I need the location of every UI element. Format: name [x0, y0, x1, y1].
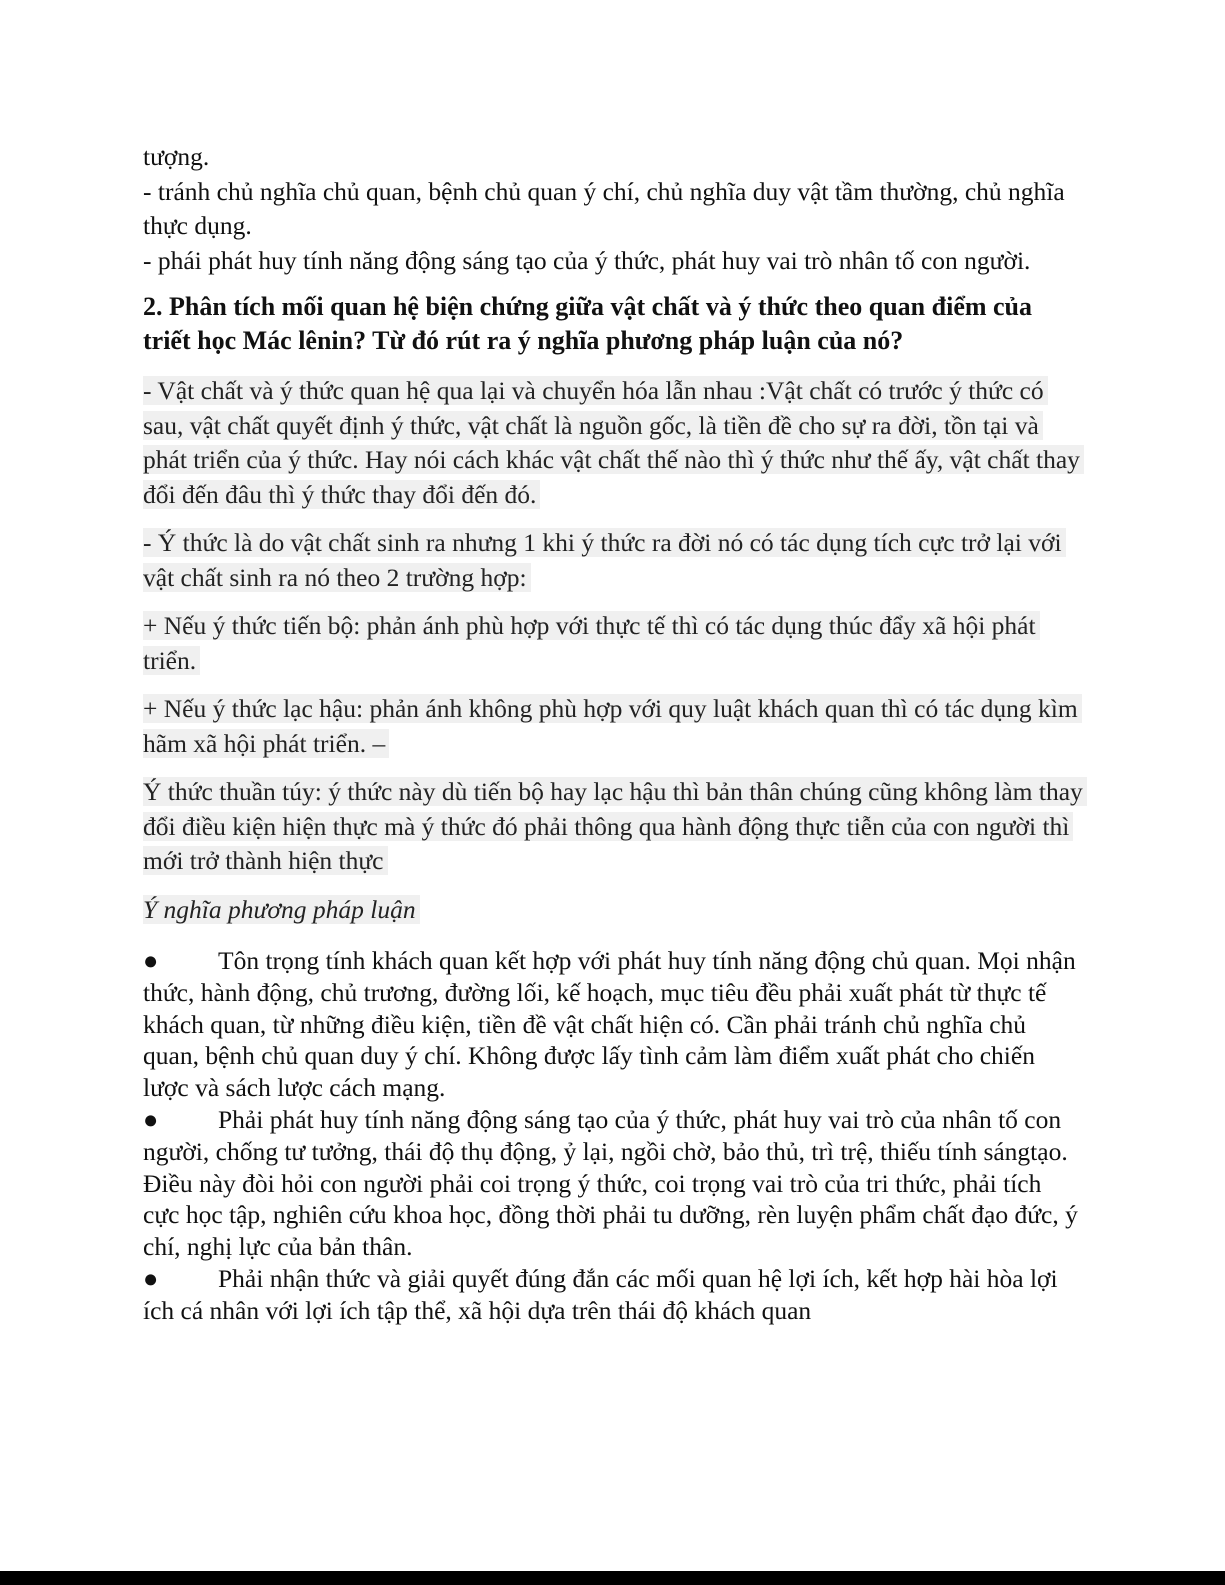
bullet-item — [143, 945, 1083, 1104]
intro-line: tượng. — [143, 142, 210, 171]
intro-line: - tránh chủ nghĩa chủ quan, bệnh chủ quan ý chí, chủ nghĩa duy vật tầm thường, chủ nghĩa thực dụng. — [143, 176, 1065, 240]
subheading-text: Ý nghĩa phương pháp luận — [143, 895, 420, 924]
document-page — [143, 140, 1083, 1327]
bullet-item — [143, 1104, 1083, 1263]
answer-paragraph — [143, 775, 1083, 879]
paragraph-text: + Nếu ý thức lạc hậu: phản ánh không phù hợp với quy luật khách quan thì có tác dụng kìm hãm xã hội phát triển. – — [143, 694, 1082, 758]
intro-section — [143, 140, 1083, 278]
bullet-text: Phải phát huy tính năng động sáng tạo của ý thức, phát huy vai trò của nhân tố con người, chống tư tưởng, thái độ thụ động, ỷ lại, ngồi chờ, bảo thủ, trì trệ, thiếu tính sángtạo. Điều này đòi hỏi con người phải coi trọng ý thức, coi trọng vai trò của tri thức, phải tích cực học tập, nghiên cứu khoa học, đồng thời phải tu dưỡng, rèn luyện phẩm chất đạo đức, ý chí, nghị lực của bản thân. — [143, 1104, 1078, 1262]
page-bottom-border — [0, 1571, 1225, 1585]
paragraph-text: - Ý thức là do vật chất sinh ra nhưng 1 khi ý thức ra đời nó có tác dụng tích cực trở lại với vật chất sinh ra nó theo 2 trường hợp: — [143, 528, 1066, 592]
bullet-text: Tôn trọng tính khách quan kết hợp với phát huy tính năng động chủ quan. Mọi nhận thức, hành động, chủ trương, đường lối, kế hoạch, mục tiêu đều phải xuất phát từ thực tế khách quan, từ những điều kiện, tiền đề vật chất hiện có. Cần phải tránh chủ nghĩa chủ quan, bệnh chủ quan duy ý chí. Không được lấy tình cảm làm điểm xuất phát cho chiến lược và sách lược cách mạng. — [143, 946, 1076, 1103]
answer-paragraph — [143, 374, 1083, 512]
bullet-text: Phải nhận thức và giải quyết đúng đắn các mối quan hệ lợi ích, kết hợp hài hòa lợi ích cá nhân với lợi ích tập thể, xã hội dựa trên thái độ khách quan — [143, 1263, 1058, 1325]
bullet-item — [143, 1263, 1083, 1327]
intro-line: - phái phát huy tính năng động sáng tạo của ý thức, phát huy vai trò nhân tố con người. — [143, 245, 1031, 275]
paragraph-text: - Vật chất và ý thức quan hệ qua lại và chuyển hóa lẫn nhau :Vật chất có trước ý thức có sau, vật chất quyết định ý thức, vật chất là nguồn gốc, là tiền đề cho sự ra đời, tồn tại và phát triển của ý thức. Hay nói cách khác vật chất thế nào thì ý thức như thế ấy, vật chất thay đổi đến đâu thì ý thức thay đổi đến đó. — [143, 376, 1084, 509]
bullet-dot-icon: ● — [143, 946, 159, 975]
answer-paragraph — [143, 692, 1083, 761]
methodology-subheading — [143, 893, 1083, 928]
answer-paragraph — [143, 526, 1083, 595]
answer-paragraph — [143, 609, 1083, 678]
paragraph-text: Ý thức thuần túy: ý thức này dù tiến bộ hay lạc hậu thì bản thân chúng cũng không làm thay đổi điều kiện hiện thực mà ý thức đó phải thông qua hành động thực tiễn của con người thì mới trở thành hiện thực — [143, 777, 1087, 875]
bullet-dot-icon: ● — [143, 1263, 159, 1293]
question-heading: 2. Phân tích mối quan hệ biện chứng giữa vật chất và ý thức theo quan điểm của triết học Mác lênin? Từ đó rút ra ý nghĩa phương pháp luận của nó? — [143, 292, 1033, 355]
methodology-bullet-list — [143, 945, 1083, 1327]
bullet-dot-icon: ● — [143, 1104, 159, 1134]
paragraph-text: + Nếu ý thức tiến bộ: phản ánh phù hợp với thực tế thì có tác dụng thúc đẩy xã hội phát triển. — [143, 611, 1040, 675]
